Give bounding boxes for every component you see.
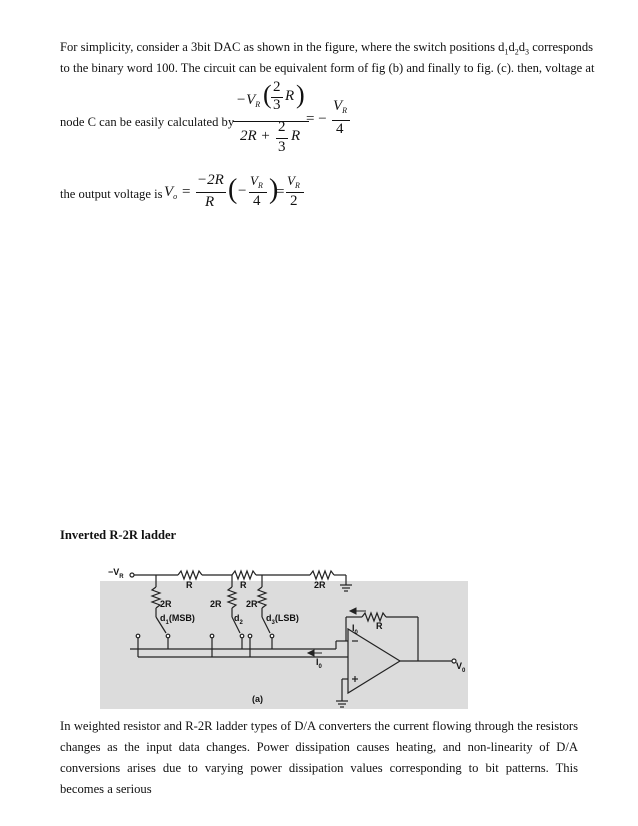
eq1-num-vr: $-V_R$ <box>236 92 261 109</box>
eq2-den: R <box>205 194 215 210</box>
figure-d2-label: $d_2$ <box>234 613 243 626</box>
eq2-paren-open: ( <box>228 174 238 205</box>
eq1-frac-num: 2 <box>273 79 281 95</box>
eq1-rhs-den: 4 <box>336 121 344 137</box>
circuit-diagram <box>100 569 468 709</box>
figure-rf-label: R <box>376 621 383 631</box>
figure-vo-label: $V_0$ <box>456 661 466 674</box>
eq2-inner-sign: − <box>238 183 247 199</box>
figure-2r-label-2: 2R <box>210 599 222 609</box>
eq1-equals: = − <box>306 111 327 127</box>
eq2-num: −2R <box>197 172 224 188</box>
eq1-den-frac-num: 2 <box>278 119 286 135</box>
eq2-inner-num: $V_R$ <box>250 173 263 190</box>
eq1-paren-open: ( <box>263 80 272 109</box>
eq1-paren-close: ) <box>296 80 305 109</box>
eq1-den-main: 2R + <box>240 128 271 144</box>
eq1-den-frac-den: 3 <box>278 139 286 155</box>
section-heading: Inverted R-2R ladder <box>60 528 177 542</box>
eq2-rhs-num: $V_R$ <box>287 173 300 190</box>
eq2-equals-1: = <box>182 184 191 200</box>
figure-vr-label: $-V_R$ <box>108 567 124 580</box>
eq2-paren-close: ) <box>269 174 279 205</box>
eq2-frac-bar <box>196 192 226 193</box>
eq1-lead-text: node C can be easily calculated by <box>60 115 235 129</box>
figure-io-label-1: $I_0$ <box>352 623 358 636</box>
figure-d3-label: $d_3(LSB)$ <box>266 613 299 626</box>
eq2-vo: $V_o$ <box>164 184 178 201</box>
figure-io-label-2: $I_0$ <box>316 657 322 670</box>
eq1-main-frac-bar <box>233 121 309 122</box>
figure-2r-label-3: 2R <box>246 599 258 609</box>
eq1-num-r: R <box>285 88 295 104</box>
intro-line-2: to the binary word 100. The circuit can be equivalent form of fig (b) and finally to fig. (c). then, voltage at <box>60 61 595 75</box>
eq1-frac-den: 3 <box>273 97 281 113</box>
figure-d1-label: $d_1(MSB)$ <box>160 613 195 626</box>
figure-r3-label: 2R <box>314 580 326 590</box>
eq1-den-r: R <box>291 128 301 144</box>
figure-r2-label: R <box>240 580 247 590</box>
eq2-equals-2: = <box>276 184 285 200</box>
eq2-rhs-den: 2 <box>290 193 298 209</box>
intro-line-1: For simplicity, consider a 3bit DAC as shown in the figure, where the switch positions $d_1d_2d_3$ corresponds <box>60 40 594 57</box>
eq1-rhs-num: $V_R$ <box>333 98 348 115</box>
body-paragraph: In weighted resistor and R-2R ladder types of D/A converters the current flowing through the resistors changes as the input data changes. Power dissipation causes heating, and non-linearity of D/A conversions arises due to varying power dissipation values corresponding to bit patterns. This becomes a serious <box>60 719 578 796</box>
circuit-figure <box>100 569 468 709</box>
eq2-lead-text: the output voltage is <box>60 187 163 201</box>
figure-r1-label: R <box>186 580 193 590</box>
eq2-inner-den: 4 <box>253 193 261 209</box>
figure-2r-label-1: 2R <box>160 599 172 609</box>
figure-caption: (a) <box>252 694 263 704</box>
